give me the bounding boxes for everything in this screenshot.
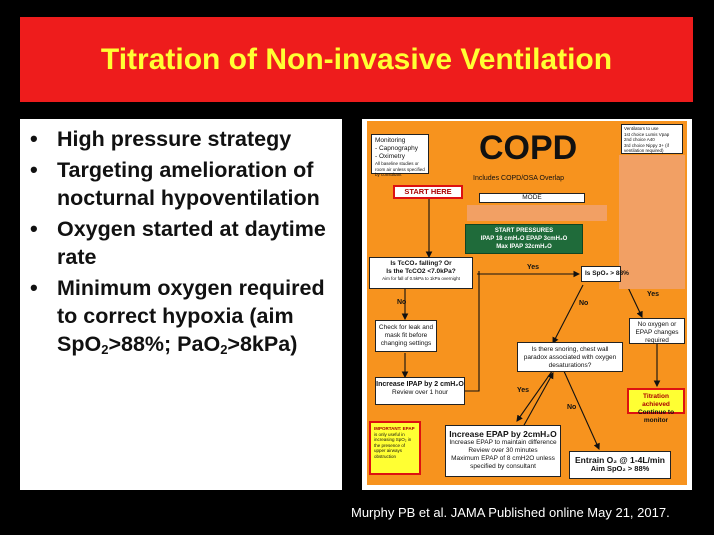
bullet-panel xyxy=(20,119,342,490)
monitoring-box xyxy=(371,134,429,177)
snoring-question: paradox associated with oxygen xyxy=(523,354,617,361)
monitoring-note: All baseline studies or room air unless specified by consultant xyxy=(375,161,425,177)
start-pressures-line: Max IPAP 32cmH₂O xyxy=(496,244,552,250)
ventilators-line: Ventilators to use xyxy=(624,126,659,131)
monitoring-title: Monitoring xyxy=(375,137,406,144)
redaction-patch xyxy=(467,205,607,221)
monitoring-item: - Oximetry xyxy=(375,153,405,160)
spo2-question: Is SpO₂ > 88% xyxy=(585,270,629,277)
ventilators-box xyxy=(621,124,683,154)
no-oxygen-line: No oxygen or xyxy=(637,321,677,328)
increase-epap-line: Maximum EPAP of 8 cmH2O unless xyxy=(451,455,555,462)
no-oxygen-box xyxy=(629,318,685,344)
yes-label: Yes xyxy=(527,264,540,271)
important-note-box xyxy=(369,421,421,475)
bullet-text: Oxygen started at daytime rate xyxy=(57,217,326,269)
mode-box xyxy=(479,193,585,203)
check-leak-box xyxy=(375,320,437,352)
bullet-item xyxy=(24,156,336,212)
no-label: No xyxy=(567,404,577,411)
entrain-title: Entrain O₂ @ 1-4L/min xyxy=(575,455,665,465)
bullet-text: Targeting amelioration of nocturnal hypoventilation xyxy=(57,158,320,210)
start-pressures-box xyxy=(465,224,583,254)
subscript: 2 xyxy=(101,342,109,357)
bullet-text-pre: Minimum oxygen required to correct hypoxia (aim SpO xyxy=(57,276,325,356)
titration-note: Continue to monitor xyxy=(637,409,675,424)
slide-title: Titration of Non-invasive Ventilation xyxy=(100,42,613,76)
citation: Murphy PB et al. JAMA Published online May 21, 2017. xyxy=(351,505,670,520)
important-line: upper airways xyxy=(374,448,403,453)
flowchart-canvas xyxy=(367,121,687,485)
yes-label: Yes xyxy=(517,387,530,394)
subscript: 2 xyxy=(220,342,228,357)
increase-epap-line: Review over 30 minutes xyxy=(468,447,538,454)
increase-ipap-box xyxy=(375,377,465,405)
ventilators-line: 1st choice Lumis Vpap xyxy=(624,131,670,137)
flowchart-subtitle: Includes COPD/OSA Overlap xyxy=(473,175,565,182)
bullet-text: High pressure strategy xyxy=(57,127,292,151)
important-line: the presence of xyxy=(374,442,406,448)
important-line: is only useful in xyxy=(374,431,405,437)
mode-label: MODE xyxy=(522,194,542,201)
flowchart-image xyxy=(362,119,692,490)
bullet-item xyxy=(24,215,336,271)
tcco2-question: Is TcCO₂ falling? Or xyxy=(390,260,452,267)
spo2-question-box xyxy=(581,266,629,282)
increase-epap-line: specified by consultant xyxy=(470,463,536,470)
no-oxygen-line: required xyxy=(645,337,669,344)
monitoring-item: - Capnography xyxy=(375,145,418,152)
start-pressures-title: START PRESSURES xyxy=(494,228,554,234)
no-label: No xyxy=(397,299,407,306)
tcco2-note: Aim for fall of 0.5kPa to 1kPa overnight xyxy=(382,276,460,281)
increase-epap-line: Increase EPAP to maintain difference xyxy=(449,439,557,446)
important-title: IMPORTANT: EPAP xyxy=(374,426,415,431)
no-label: No xyxy=(579,300,589,307)
titration-achieved-box xyxy=(627,388,685,424)
check-leak-line: changing settings xyxy=(380,340,432,347)
start-here-box xyxy=(393,185,463,199)
bullet-text-mid: >88%; PaO xyxy=(108,332,221,356)
bullet-list xyxy=(24,125,336,358)
entrain-note: Aim SpO₂ > 88% xyxy=(590,464,650,473)
ventilators-line: 3rd choice Nippy 3+ (if ventilation required) xyxy=(624,142,669,153)
check-leak-line: mask fit before xyxy=(384,332,428,339)
start-here-label: START HERE xyxy=(404,187,452,196)
yes-label: Yes xyxy=(647,291,660,298)
redaction-patch xyxy=(619,155,685,289)
increase-epap-title: Increase EPAP by 2cmH₂O xyxy=(449,429,557,439)
snoring-question: Is there snoring, chest wall xyxy=(531,346,609,353)
flowchart-title: COPD xyxy=(479,129,578,167)
bullet-text-post: >8kPa) xyxy=(227,332,298,356)
ventilators-line: 2nd choice A40 xyxy=(624,137,655,142)
increase-epap-box xyxy=(445,425,561,477)
start-pressures-line: IPAP 18 cmH₂O EPAP 3cmH₂O xyxy=(480,236,568,242)
bullet-item xyxy=(24,274,336,358)
bullet-item xyxy=(24,125,336,153)
check-leak-line: Check for leak and xyxy=(378,324,434,331)
snoring-question: desaturations? xyxy=(548,362,592,369)
increase-ipap-note: Review over 1 hour xyxy=(392,389,448,396)
title-banner xyxy=(20,17,693,102)
important-line: increasing SpO₂ in xyxy=(374,437,412,442)
tcco2-question-box xyxy=(369,257,473,289)
important-line: obstruction xyxy=(374,453,397,459)
no-oxygen-line: EPAP changes xyxy=(635,329,679,336)
increase-ipap-title: Increase IPAP by 2 cmH₂O xyxy=(376,381,464,388)
tcco2-question: Is the TcCO2 <7.0kPa? xyxy=(386,268,456,275)
entrain-oxygen-box xyxy=(569,451,671,479)
titration-title: Titration achieved xyxy=(642,393,670,408)
snoring-question-box xyxy=(517,342,623,372)
